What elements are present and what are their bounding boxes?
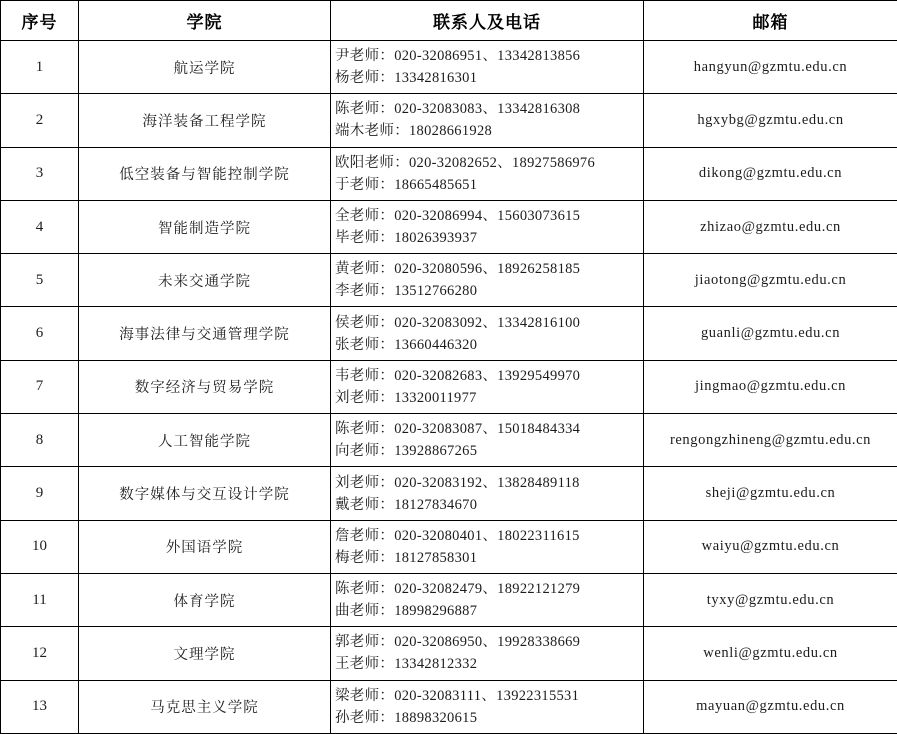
table-row (1, 254, 897, 307)
college-name-cell: 人工智能学院 (79, 414, 331, 467)
row-number-cell: 4 (1, 200, 79, 253)
row-number-cell: 7 (1, 360, 79, 413)
email-cell: sheji@gzmtu.edu.cn (644, 467, 897, 520)
row-number-cell: 5 (1, 254, 79, 307)
row-number-cell: 3 (1, 147, 79, 200)
contact-line-1: 陈老师：020-32082479、18922121279 (335, 581, 581, 598)
contact-line-2: 戴老师：18127834670 (335, 496, 478, 513)
table-row (1, 147, 897, 200)
email-cell: waiyu@gzmtu.edu.cn (644, 520, 897, 573)
college-name-cell: 海洋装备工程学院 (79, 94, 331, 147)
contact-line-1: 侯老师：020-32083092、13342816100 (335, 314, 581, 331)
college-name-cell: 外国语学院 (79, 520, 331, 573)
email-cell: dikong@gzmtu.edu.cn (644, 147, 897, 200)
college-name-cell: 马克思主义学院 (79, 680, 331, 733)
table-row (1, 414, 897, 467)
contact-line-2: 端木老师：18028661928 (335, 123, 493, 140)
contact-line-1: 梁老师：020-32083111、13922315531 (335, 687, 580, 704)
contact-line-1: 尹老师：020-32086951、13342813856 (335, 48, 581, 65)
contact-phone-cell (331, 360, 644, 413)
row-number-cell: 1 (1, 41, 79, 94)
contact-line-2: 王老师：13342812332 (335, 656, 478, 673)
header-row (1, 1, 897, 41)
contact-phone-cell (331, 41, 644, 94)
contact-line-1: 詹老师：020-32080401、18022311615 (335, 527, 580, 544)
college-name-cell: 数字经济与贸易学院 (79, 360, 331, 413)
email-cell: tyxy@gzmtu.edu.cn (644, 573, 897, 626)
email-cell: rengongzhineng@gzmtu.edu.cn (644, 414, 897, 467)
contact-phone-cell (331, 94, 644, 147)
table-row (1, 680, 897, 733)
email-cell: mayuan@gzmtu.edu.cn (644, 680, 897, 733)
email-cell: wenli@gzmtu.edu.cn (644, 627, 897, 680)
header-cell-email: 邮箱 (644, 1, 897, 41)
college-name-cell: 未来交通学院 (79, 254, 331, 307)
college-name-cell: 文理学院 (79, 627, 331, 680)
contact-phone-cell (331, 307, 644, 360)
contact-line-2: 于老师：18665485651 (335, 176, 478, 193)
contact-line-2: 孙老师：18898320615 (335, 709, 478, 726)
email-cell: jiaotong@gzmtu.edu.cn (644, 254, 897, 307)
email-cell: hgxybg@gzmtu.edu.cn (644, 94, 897, 147)
contact-line-1: 刘老师：020-32083192、13828489118 (335, 474, 580, 491)
row-number-cell: 10 (1, 520, 79, 573)
table-row (1, 41, 897, 94)
contact-line-2: 张老师：13660446320 (335, 336, 478, 353)
college-name-cell: 数字媒体与交互设计学院 (79, 467, 331, 520)
email-cell: hangyun@gzmtu.edu.cn (644, 41, 897, 94)
contact-line-2: 刘老师：13320011977 (335, 389, 477, 406)
contact-line-2: 曲老师：18998296887 (335, 603, 478, 620)
contact-line-2: 李老师：13512766280 (335, 283, 478, 300)
row-number-cell: 13 (1, 680, 79, 733)
row-number-cell: 2 (1, 94, 79, 147)
contact-line-2: 杨老师：13342816301 (335, 70, 478, 87)
contact-phone-cell (331, 573, 644, 626)
college-name-cell: 海事法律与交通管理学院 (79, 307, 331, 360)
contact-line-1: 陈老师：020-32083087、15018484334 (335, 421, 581, 438)
table-row (1, 307, 897, 360)
college-name-cell: 航运学院 (79, 41, 331, 94)
table-row (1, 520, 897, 573)
email-cell: zhizao@gzmtu.edu.cn (644, 200, 897, 253)
table-row (1, 467, 897, 520)
header-cell-college: 学院 (79, 1, 331, 41)
email-cell: guanli@gzmtu.edu.cn (644, 307, 897, 360)
contact-phone-cell (331, 520, 644, 573)
table-row (1, 200, 897, 253)
contact-phone-cell (331, 627, 644, 680)
college-name-cell: 体育学院 (79, 573, 331, 626)
contact-line-1: 欧阳老师：020-32082652、18927586976 (335, 154, 596, 171)
contact-phone-cell (331, 467, 644, 520)
contact-line-1: 陈老师：020-32083083、13342816308 (335, 101, 581, 118)
contact-phone-cell (331, 147, 644, 200)
contact-line-2: 向老师：13928867265 (335, 443, 478, 460)
header-cell-contact: 联系人及电话 (331, 1, 644, 41)
row-number-cell: 11 (1, 573, 79, 626)
table-row (1, 627, 897, 680)
row-number-cell: 12 (1, 627, 79, 680)
table-body (1, 41, 897, 734)
contact-line-1: 韦老师：020-32082683、13929549970 (335, 367, 581, 384)
table-row (1, 94, 897, 147)
row-number-cell: 6 (1, 307, 79, 360)
contact-phone-cell (331, 200, 644, 253)
contact-line-2: 梅老师：18127858301 (335, 549, 478, 566)
contact-line-1: 郭老师：020-32086950、19928338669 (335, 634, 581, 651)
contact-phone-cell (331, 414, 644, 467)
contact-line-2: 毕老师：18026393937 (335, 230, 478, 247)
row-number-cell: 9 (1, 467, 79, 520)
table-row (1, 360, 897, 413)
row-number-cell: 8 (1, 414, 79, 467)
email-cell: jingmao@gzmtu.edu.cn (644, 360, 897, 413)
college-name-cell: 智能制造学院 (79, 200, 331, 253)
college-name-cell: 低空装备与智能控制学院 (79, 147, 331, 200)
contact-line-1: 全老师：020-32086994、15603073615 (335, 208, 581, 225)
contact-line-1: 黄老师：020-32080596、18926258185 (335, 261, 581, 278)
table-row (1, 573, 897, 626)
contact-phone-cell (331, 254, 644, 307)
header-cell-no: 序号 (1, 1, 79, 41)
contact-phone-cell (331, 680, 644, 733)
